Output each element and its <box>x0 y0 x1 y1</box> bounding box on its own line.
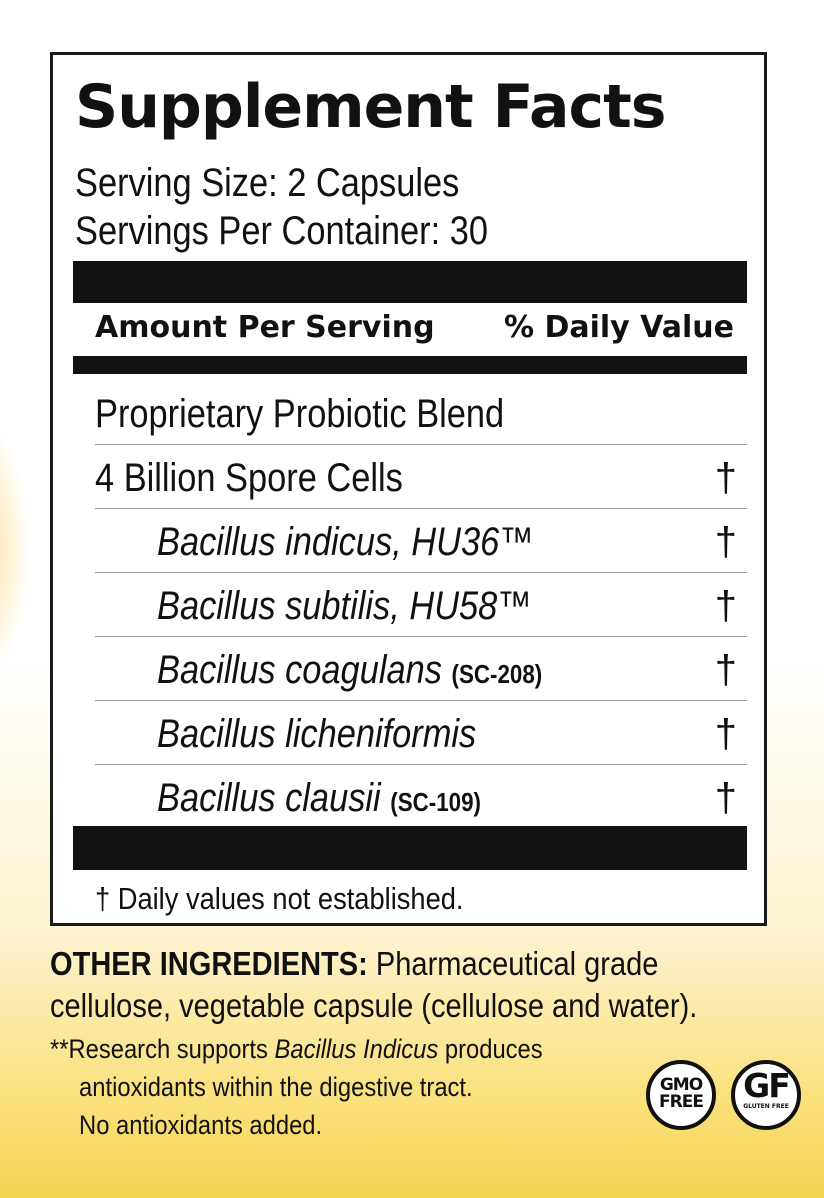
dagger-mark: † <box>714 584 737 628</box>
research-italic: Bacillus Indicus <box>274 1034 439 1064</box>
gluten-free-badge <box>731 1060 801 1130</box>
serving-size: Serving Size: 2 Capsules <box>75 161 460 205</box>
supplement-facts-panel <box>50 52 767 926</box>
ingredient-name: Bacillus licheniformis <box>157 712 477 756</box>
gmo-badge-line2: FREE <box>659 1092 703 1112</box>
list-item <box>95 637 747 701</box>
ingredient-name: Bacillus indicus, HU36™ <box>157 520 534 564</box>
research-line-3: No antioxidants added. <box>79 1110 323 1140</box>
strain-code: (SC-109) <box>390 787 481 817</box>
gmo-badge-line1: GMO <box>659 1075 703 1095</box>
list-item <box>95 701 747 765</box>
panel-title: Supplement Facts <box>75 72 666 142</box>
ingredient-name: Bacillus clausii <box>157 776 381 820</box>
ingredient-name: 4 Billion Spore Cells <box>95 456 403 500</box>
research-prefix: **Research supports <box>50 1034 275 1064</box>
other-ingredients-text-1: Pharmaceutical grade <box>375 945 659 982</box>
dagger-mark: † <box>714 456 737 500</box>
dagger-mark: † <box>714 520 737 564</box>
amount-per-serving-header: Amount Per Serving <box>95 310 435 345</box>
strain-code: (SC-208) <box>451 659 543 689</box>
other-ingredients-heading: OTHER INGREDIENTS: <box>50 945 368 982</box>
servings-per-container: Servings Per Container: 30 <box>75 209 489 253</box>
medium-divider <box>73 356 747 374</box>
gmo-free-badge <box>646 1060 716 1130</box>
list-item <box>95 445 747 509</box>
daily-values-footnote: † Daily values not established. <box>95 881 464 916</box>
gf-badge-caption: GLUTEN FREE <box>743 1103 789 1110</box>
background-glow <box>0 420 30 680</box>
list-item <box>95 509 747 573</box>
list-item <box>95 381 747 445</box>
dagger-mark: † <box>714 648 737 692</box>
thick-divider-top <box>73 261 747 303</box>
ingredient-name-with-code <box>157 778 481 818</box>
other-ingredients-text-2: cellulose, vegetable capsule (cellulose and water). <box>50 987 698 1024</box>
list-item <box>95 573 747 637</box>
ingredient-name-with-code <box>157 650 542 690</box>
other-ingredients <box>50 943 697 1027</box>
list-item <box>95 765 747 828</box>
dagger-mark: † <box>714 776 737 820</box>
gf-badge-letters: GF <box>743 1066 789 1105</box>
research-suffix: produces <box>438 1034 543 1064</box>
research-note <box>50 1030 543 1144</box>
thick-divider-bottom <box>73 826 747 870</box>
ingredient-name: Bacillus subtilis, HU58™ <box>157 584 532 628</box>
ingredient-name: Bacillus coagulans <box>157 648 442 692</box>
dagger-mark: † <box>714 712 737 756</box>
ingredient-name: Proprietary Probiotic Blend <box>95 392 505 436</box>
research-line-2: antioxidants within the digestive tract. <box>79 1072 473 1102</box>
daily-value-header: % Daily Value <box>503 310 734 345</box>
